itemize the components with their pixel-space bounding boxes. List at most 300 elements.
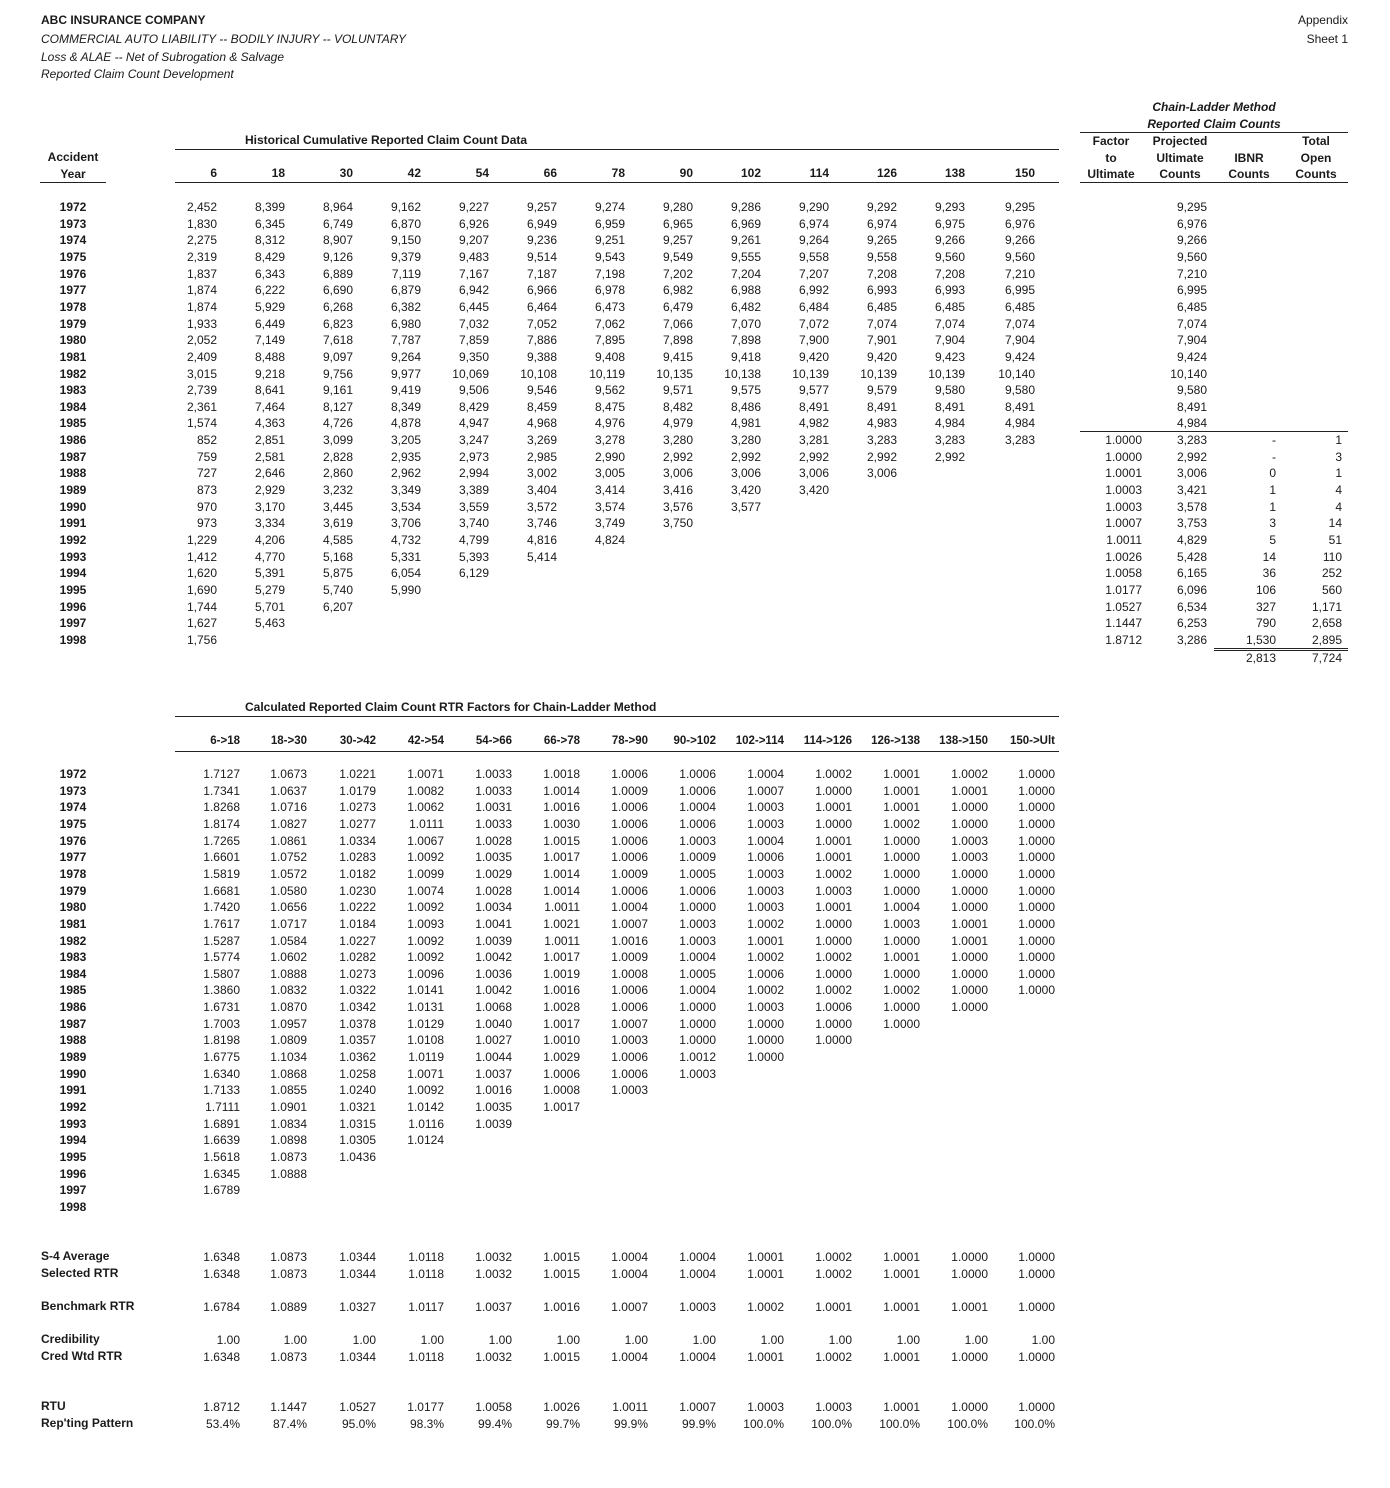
claim-count-cell: 6,345 — [254, 216, 285, 231]
claim-count-cell: 9,265 — [866, 233, 897, 248]
claim-count-cell: 10,139 — [860, 366, 897, 381]
claim-count-cell: 5,929 — [254, 299, 285, 314]
summary-value-cell: 1.0873 — [270, 1250, 307, 1264]
claim-count-cell: 5,414 — [526, 549, 557, 564]
rtr-factor-cell: 1.0092 — [407, 950, 444, 965]
rtr-factor-cell: 1.0179 — [339, 783, 376, 798]
rtr-factor-cell: 1.0001 — [883, 950, 920, 965]
claim-count-cell: 3,006 — [730, 466, 761, 481]
rtr-factor-cell: 1.0000 — [815, 933, 852, 948]
factor-year-1984: 1984 — [59, 966, 87, 981]
claim-count-cell: 10,139 — [792, 366, 829, 381]
projected-ultimate-cell: 3,753 — [1176, 516, 1207, 531]
claim-count-cell: 7,904 — [934, 333, 965, 348]
rtr-factor-cell: 1.0000 — [679, 900, 716, 915]
projected-ultimate-cell: 5,428 — [1176, 549, 1207, 564]
claim-count-cell: 727 — [196, 466, 217, 481]
claim-count-cell: 7,208 — [866, 266, 897, 281]
claim-count-cell: 4,976 — [594, 416, 625, 431]
factor-to-ultimate-cell: 1.0527 — [1105, 599, 1142, 614]
rtr-factor-cell: 1.0861 — [270, 833, 307, 848]
rtr-factor-cell: 1.0000 — [679, 1016, 716, 1031]
claim-count-cell: 8,429 — [254, 249, 285, 264]
rtr-factor-cell: 1.0901 — [270, 1100, 307, 1114]
summary-value-cell: 1.0003 — [815, 1400, 852, 1414]
rtr-factor-cell: 1.0580 — [270, 883, 307, 898]
projected-ultimate-cell: 4,984 — [1176, 416, 1207, 431]
rtr-factor-cell: 1.6731 — [203, 1000, 240, 1015]
claim-count-cell: 2,452 — [186, 200, 217, 214]
claim-count-cell: 3,414 — [594, 483, 625, 498]
claim-count-cell: 7,052 — [526, 316, 557, 331]
rtr-factor-cell: 1.6775 — [203, 1050, 240, 1065]
rtr-factor-cell: 1.0108 — [407, 1033, 444, 1048]
rtr-factor-cell: 1.0000 — [679, 1000, 716, 1015]
summary-value-cell: 53.4% — [205, 1417, 240, 1431]
rtr-factor-cell: 1.0000 — [883, 933, 920, 948]
rtr-factor-cell: 1.0602 — [270, 950, 307, 965]
total-open-header-line1: Total — [1302, 134, 1330, 148]
rtr-factor-cell: 1.0004 — [679, 800, 716, 815]
rtr-factor-cell: 1.7127 — [203, 767, 240, 781]
rtr-factor-cell: 1.0006 — [611, 983, 648, 998]
summary-value-cell: 1.0001 — [747, 1250, 784, 1264]
accident-year-rule — [40, 182, 106, 183]
claim-count-cell: 4,984 — [1004, 416, 1035, 431]
rtr-factor-cell: 1.0003 — [679, 933, 716, 948]
claim-count-cell: 6,485 — [934, 299, 965, 314]
claim-count-cell: 2,962 — [390, 466, 421, 481]
claim-count-cell: 6,879 — [390, 283, 421, 298]
claim-count-cell: 3,349 — [390, 483, 421, 498]
rtr-factor-cell: 1.0000 — [951, 950, 988, 965]
summary-value-cell: 1.0344 — [339, 1350, 376, 1364]
claim-count-cell: 2,409 — [186, 349, 217, 364]
summary-value-cell: 1.0002 — [815, 1250, 852, 1264]
accident-year-1976: 1976 — [59, 266, 87, 281]
rtr-factor-cell: 1.0000 — [815, 816, 852, 831]
rtr-factor-cell: 1.0000 — [815, 916, 852, 931]
accident-year-1990: 1990 — [59, 499, 87, 514]
rtr-factor-cell: 1.0092 — [407, 1083, 444, 1098]
accident-year-1987: 1987 — [59, 449, 87, 464]
rtr-factor-cell: 1.0362 — [339, 1050, 376, 1065]
rtr-factor-cell: 1.8268 — [203, 800, 240, 815]
age-header-18: 18 — [271, 166, 285, 180]
summary-value-cell: 1.0004 — [679, 1250, 716, 1264]
rtr-factor-cell: 1.0002 — [815, 866, 852, 881]
summary-value-cell: 1.0002 — [815, 1267, 852, 1281]
rtr-factor-cell: 1.0029 — [475, 866, 512, 881]
period-header: 42->54 — [407, 735, 444, 747]
rtr-factor-cell: 1.0033 — [475, 816, 512, 831]
total-open-cell: 1,171 — [1311, 599, 1342, 614]
claim-count-cell: 8,312 — [254, 233, 285, 248]
factor-year-1993: 1993 — [59, 1116, 87, 1131]
claim-count-cell: 7,464 — [254, 399, 285, 414]
period-header: 6->18 — [210, 735, 240, 747]
factor-to-ultimate-cell: 1.0000 — [1105, 449, 1142, 464]
claim-count-cell: 6,995 — [1004, 283, 1035, 298]
rtr-factor-cell: 1.0042 — [475, 950, 512, 965]
rtr-factor-cell: 1.0752 — [270, 850, 307, 865]
claim-count-cell: 2,319 — [186, 249, 217, 264]
factor-year-1991: 1991 — [59, 1083, 87, 1098]
total-open-cell: 252 — [1321, 566, 1342, 581]
claim-count-cell: 973 — [196, 516, 217, 531]
total-open-cell: 4 — [1335, 499, 1342, 514]
claim-count-cell: 4,816 — [526, 533, 557, 547]
ibnr-header-line2: Counts — [1228, 167, 1270, 181]
age-header-54: 54 — [475, 166, 489, 180]
rtr-factor-cell: 1.0009 — [611, 866, 648, 881]
rtr-factor-cell: 1.0002 — [815, 767, 852, 781]
claim-count-cell: 8,491 — [866, 399, 897, 414]
accident-year-1972: 1972 — [59, 200, 87, 214]
claim-count-cell: 6,464 — [526, 299, 557, 314]
factor-year-1995: 1995 — [59, 1149, 87, 1164]
summary-value-cell: 1.0873 — [270, 1350, 307, 1364]
claim-count-cell: 9,546 — [526, 383, 557, 398]
ibnr-count-cell: 5 — [1269, 533, 1276, 547]
rtr-factor-cell: 1.0001 — [883, 767, 920, 781]
claim-count-cell: 8,399 — [254, 200, 285, 214]
rtr-factor-cell: 1.0006 — [611, 767, 648, 781]
projected-ultimate-cell: 6,253 — [1176, 616, 1207, 631]
rtr-factor-cell: 1.7420 — [203, 900, 240, 915]
ibnr-count-cell: - — [1272, 433, 1276, 448]
rtr-factor-cell: 1.0004 — [747, 833, 784, 848]
claim-count-cell: 3,420 — [798, 483, 829, 498]
claim-count-cell: 7,202 — [662, 266, 693, 281]
rtr-factor-cell: 1.0000 — [951, 800, 988, 815]
rtr-factor-cell: 1.0011 — [544, 900, 580, 915]
claim-count-cell: 9,514 — [526, 249, 557, 264]
rtr-factor-cell: 1.0006 — [611, 1000, 648, 1015]
claim-count-cell: 7,187 — [526, 266, 557, 281]
claim-count-cell: 1,620 — [186, 566, 217, 581]
projected-ultimate-cell: 6,995 — [1176, 283, 1207, 298]
rtr-factor-cell: 1.0870 — [270, 1000, 307, 1015]
claim-count-cell: 9,350 — [458, 349, 489, 364]
summary-value-cell: 1.0011 — [612, 1400, 648, 1414]
factor-year-1989: 1989 — [59, 1050, 87, 1065]
rtr-factor-cell: 1.6639 — [203, 1133, 240, 1148]
rtr-factor-cell: 1.0000 — [1018, 866, 1055, 881]
claim-count-cell: 9,560 — [1004, 249, 1035, 264]
rtr-factor-cell: 1.0003 — [679, 833, 716, 848]
claim-count-cell: 9,423 — [934, 349, 965, 364]
factor-year-1986: 1986 — [59, 1000, 87, 1015]
factor-to-ultimate-cell: 1.0003 — [1105, 499, 1142, 514]
summary-value-cell: 1.0118 — [408, 1350, 444, 1364]
rtr-factor-cell: 1.0003 — [747, 1000, 784, 1015]
claim-count-cell: 6,445 — [458, 299, 489, 314]
projected-ultimate-cell: 6,096 — [1176, 582, 1207, 597]
claim-count-cell: 6,382 — [390, 299, 421, 314]
period-header: 114->126 — [803, 735, 852, 747]
accident-year-1974: 1974 — [59, 233, 87, 248]
period-header: 138->150 — [939, 735, 988, 747]
summary-value-cell: 1.6348 — [203, 1250, 240, 1264]
rtr-factor-cell: 1.0827 — [270, 816, 307, 831]
claim-count-cell: 3,574 — [594, 499, 625, 514]
claim-count-cell: 6,969 — [730, 216, 761, 231]
rtr-factor-cell: 1.0888 — [270, 1166, 307, 1181]
projected-ultimate-cell: 3,283 — [1176, 433, 1207, 448]
age-header-30: 30 — [339, 166, 353, 180]
summary-value-cell: 1.0000 — [1018, 1300, 1055, 1314]
age-header-6: 6 — [210, 166, 217, 180]
rtr-factor-cell: 1.0009 — [679, 850, 716, 865]
claim-count-cell: 9,420 — [798, 349, 829, 364]
claim-count-cell: 6,993 — [934, 283, 965, 298]
summary-value-cell: 1.00 — [692, 1333, 716, 1347]
rtr-factor-cell: 1.0258 — [339, 1066, 376, 1081]
claim-count-cell: 9,579 — [866, 383, 897, 398]
rtr-factor-cell: 1.0018 — [543, 767, 580, 781]
factor-year-1997: 1997 — [59, 1183, 87, 1198]
claim-count-cell: 8,641 — [254, 383, 285, 398]
rtr-factor-cell: 1.0028 — [543, 1000, 580, 1015]
rtr-factor-cell: 1.0240 — [339, 1083, 376, 1098]
age-header-114: 114 — [809, 166, 829, 180]
sheet-label: Sheet 1 — [1306, 32, 1348, 46]
age-header-126: 126 — [876, 166, 897, 180]
rtr-factor-cell: 1.3860 — [203, 983, 240, 998]
rtr-factor-cell: 1.0000 — [815, 1016, 852, 1031]
ibnr-count-cell: 36 — [1262, 566, 1276, 581]
rtr-factor-cell: 1.0009 — [611, 950, 648, 965]
accident-year-1988: 1988 — [59, 466, 87, 481]
claim-count-cell: 2,581 — [254, 449, 285, 464]
claim-count-cell: 7,210 — [1004, 266, 1035, 281]
summary-value-cell: 1.0015 — [543, 1350, 580, 1364]
rtr-factor-cell: 1.0009 — [611, 783, 648, 798]
claim-count-cell: 1,574 — [186, 416, 217, 431]
factor-year-1987: 1987 — [59, 1016, 87, 1031]
rtr-factor-cell: 1.0003 — [747, 883, 784, 898]
rtr-factor-cell: 1.0277 — [339, 816, 376, 831]
claim-count-cell: 6,870 — [390, 216, 421, 231]
rtr-factor-cell: 1.0039 — [475, 933, 512, 948]
projected-ultimate-header — [1147, 133, 1213, 183]
rtr-factor-cell: 1.0033 — [475, 783, 512, 798]
accident-year-1977: 1977 — [59, 283, 87, 298]
rtr-factor-cell: 1.0000 — [951, 983, 988, 998]
summary-value-cell: 1.0001 — [815, 1300, 852, 1314]
rtr-factor-cell: 1.0006 — [611, 800, 648, 815]
rtr-factor-cell: 1.0436 — [339, 1149, 376, 1164]
summary-label: RTU — [41, 1399, 66, 1413]
rtr-factor-cell: 1.0131 — [407, 1000, 444, 1015]
rtr-factor-cell: 1.0019 — [543, 966, 580, 981]
claim-count-cell: 1,933 — [186, 316, 217, 331]
claim-count-cell: 2,973 — [458, 449, 489, 464]
accident-year-1995: 1995 — [59, 582, 87, 597]
claim-count-cell: 8,482 — [662, 399, 693, 414]
claim-count-cell: 9,424 — [1004, 349, 1035, 364]
rtr-factor-cell: 1.0001 — [951, 916, 988, 931]
claim-count-cell: 9,580 — [934, 383, 965, 398]
rtr-factor-cell: 1.0006 — [611, 1066, 648, 1081]
factor-to-ultimate-cell: 1.0058 — [1105, 566, 1142, 581]
factor-to-ultimate-header — [1080, 133, 1142, 183]
rtr-factor-cell: 1.0222 — [339, 900, 376, 915]
claim-count-cell: 7,032 — [458, 316, 489, 331]
claim-count-cell: 7,787 — [390, 333, 421, 348]
rtr-factor-cell: 1.0004 — [747, 767, 784, 781]
rtr-factor-cell: 1.0067 — [407, 833, 444, 848]
rtr-factor-cell: 1.0006 — [747, 850, 784, 865]
accident-year-1993: 1993 — [59, 549, 87, 564]
claim-count-cell: 1,412 — [186, 549, 217, 564]
rtr-factor-cell: 1.0027 — [475, 1033, 512, 1048]
summary-value-cell: 1.0117 — [408, 1300, 444, 1314]
claim-count-cell: 8,459 — [526, 399, 557, 414]
ibnr-count-cell: 1 — [1269, 483, 1276, 498]
rtr-factor-cell: 1.0006 — [815, 1000, 852, 1015]
summary-value-cell: 1.0032 — [475, 1350, 512, 1364]
claim-count-cell: 9,415 — [662, 349, 693, 364]
projected-ultimate-cell: 4,829 — [1176, 533, 1207, 547]
rtr-factor-cell: 1.0003 — [611, 1033, 648, 1048]
claim-count-cell: 3,280 — [730, 433, 761, 448]
claim-count-cell: 1,837 — [186, 266, 217, 281]
summary-label: Rep'ting Pattern — [41, 1416, 134, 1430]
projected-ultimate-cell: 9,580 — [1176, 383, 1207, 398]
rtr-factor-cell: 1.0001 — [815, 900, 852, 915]
rtr-factor-cell: 1.0003 — [815, 883, 852, 898]
summary-value-cell: 98.3% — [409, 1417, 444, 1431]
rtr-factor-cell: 1.0007 — [747, 783, 784, 798]
rtr-factor-cell: 1.0832 — [270, 983, 307, 998]
rtr-factor-cell: 1.0003 — [611, 1083, 648, 1098]
claim-count-cell: 9,543 — [594, 249, 625, 264]
claim-count-cell: 9,280 — [662, 200, 693, 214]
rtr-factor-cell: 1.0003 — [747, 816, 784, 831]
summary-value-cell: 1.0889 — [270, 1300, 307, 1314]
projected-ultimate-cell: 3,286 — [1176, 632, 1207, 647]
summary-value-cell: 1.0004 — [611, 1350, 648, 1364]
summary-value-cell: 95.0% — [341, 1417, 376, 1431]
rtr-factor-cell: 1.5819 — [203, 866, 240, 881]
claim-count-cell: 9,756 — [322, 366, 353, 381]
total-open-counts: 7,724 — [1311, 651, 1342, 665]
claim-count-cell: 2,739 — [186, 383, 217, 398]
rtr-factor-cell: 1.0003 — [747, 866, 784, 881]
claim-count-cell: 2,646 — [254, 466, 285, 481]
accident-year-1981: 1981 — [59, 349, 87, 364]
rtr-factor-cell: 1.0000 — [951, 966, 988, 981]
summary-value-cell: 1.0527 — [339, 1400, 376, 1414]
total-open-cell: 3 — [1335, 449, 1342, 464]
total-open-cell: 560 — [1321, 582, 1342, 597]
claim-count-cell: 4,732 — [390, 533, 421, 547]
rtr-factor-cell: 1.0378 — [339, 1016, 376, 1031]
factor-header-line2: to — [1105, 150, 1117, 165]
rtr-factor-cell: 1.0809 — [270, 1033, 307, 1048]
factor-year-1982: 1982 — [59, 933, 87, 948]
total-open-cell: 1 — [1335, 433, 1342, 448]
ibnr-count-cell: 14 — [1262, 549, 1276, 564]
total-open-cell: 110 — [1322, 549, 1342, 564]
rtr-factor-cell: 1.0000 — [747, 1016, 784, 1031]
claim-count-cell: 3,572 — [526, 499, 557, 514]
chain-ladder-separator — [1080, 431, 1348, 432]
rtr-factor-cell: 1.0855 — [270, 1083, 307, 1098]
projected-ultimate-cell: 10,140 — [1170, 366, 1207, 381]
age-header-66: 66 — [543, 166, 557, 180]
accident-year-header — [40, 149, 106, 182]
total-open-header — [1284, 133, 1348, 183]
rtr-factor-cell: 1.0062 — [407, 800, 444, 815]
summary-value-cell: 100.0% — [1014, 1417, 1055, 1431]
rtr-factor-cell: 1.0006 — [679, 883, 716, 898]
claim-count-cell: 9,274 — [594, 200, 625, 214]
projected-ultimate-cell: 9,424 — [1176, 349, 1207, 364]
rtr-factor-cell: 1.0227 — [339, 933, 376, 948]
total-open-cell: 2,895 — [1311, 632, 1342, 647]
claim-count-cell: 9,097 — [322, 349, 353, 364]
claim-count-cell: 6,993 — [866, 283, 897, 298]
age-header-150: 150 — [1014, 166, 1035, 180]
age-header-138: 138 — [944, 166, 965, 180]
claim-count-cell: 7,859 — [458, 333, 489, 348]
rtr-factor-cell: 1.0116 — [408, 1116, 444, 1131]
claim-count-cell: 9,264 — [798, 233, 829, 248]
summary-value-cell: 1.0000 — [951, 1400, 988, 1414]
rtr-factor-cell: 1.0033 — [475, 767, 512, 781]
claim-count-cell: 9,379 — [390, 249, 421, 264]
rtr-factor-cell: 1.0637 — [270, 783, 307, 798]
rtr-factor-cell: 1.0016 — [543, 983, 580, 998]
accident-year-1989: 1989 — [59, 483, 87, 498]
rtr-factor-cell: 1.1034 — [270, 1050, 307, 1065]
rtr-factor-cell: 1.0000 — [815, 966, 852, 981]
claim-count-cell: 9,580 — [1004, 383, 1035, 398]
claim-count-cell: 6,974 — [798, 216, 829, 231]
accident-year-1983: 1983 — [59, 383, 87, 398]
claim-count-cell: 3,278 — [594, 433, 625, 448]
claim-count-cell: 2,052 — [186, 333, 217, 348]
claim-count-cell: 9,290 — [798, 200, 829, 214]
rtr-factor-cell: 1.0014 — [543, 866, 580, 881]
claim-count-cell: 1,229 — [186, 533, 217, 547]
rtr-factor-cell: 1.7133 — [203, 1083, 240, 1098]
summary-value-cell: 1.0002 — [815, 1350, 852, 1364]
claim-count-cell: 6,966 — [526, 283, 557, 298]
rtr-factor-cell: 1.0036 — [475, 966, 512, 981]
summary-value-cell: 1.0004 — [611, 1250, 648, 1264]
summary-value-cell: 1.0001 — [951, 1300, 988, 1314]
rtr-factor-cell: 1.0004 — [611, 900, 648, 915]
summary-value-cell: 1.00 — [624, 1333, 648, 1347]
summary-value-cell: 1.0007 — [611, 1300, 648, 1314]
claim-count-cell: 5,331 — [390, 549, 421, 564]
summary-value-cell: 1.00 — [556, 1333, 580, 1347]
claim-count-cell: 2,990 — [594, 449, 625, 464]
rtr-factor-cell: 1.0957 — [270, 1016, 307, 1031]
claim-count-cell: 7,901 — [866, 333, 897, 348]
claim-count-cell: 6,054 — [390, 566, 421, 581]
claim-count-cell: 3,283 — [1004, 433, 1035, 448]
summary-value-cell: 1.6348 — [203, 1267, 240, 1281]
period-header: 78->90 — [611, 735, 648, 747]
rtr-factor-cell: 1.0000 — [883, 866, 920, 881]
summary-value-cell: 1.0001 — [747, 1267, 784, 1281]
claim-count-cell: 7,207 — [798, 266, 829, 281]
